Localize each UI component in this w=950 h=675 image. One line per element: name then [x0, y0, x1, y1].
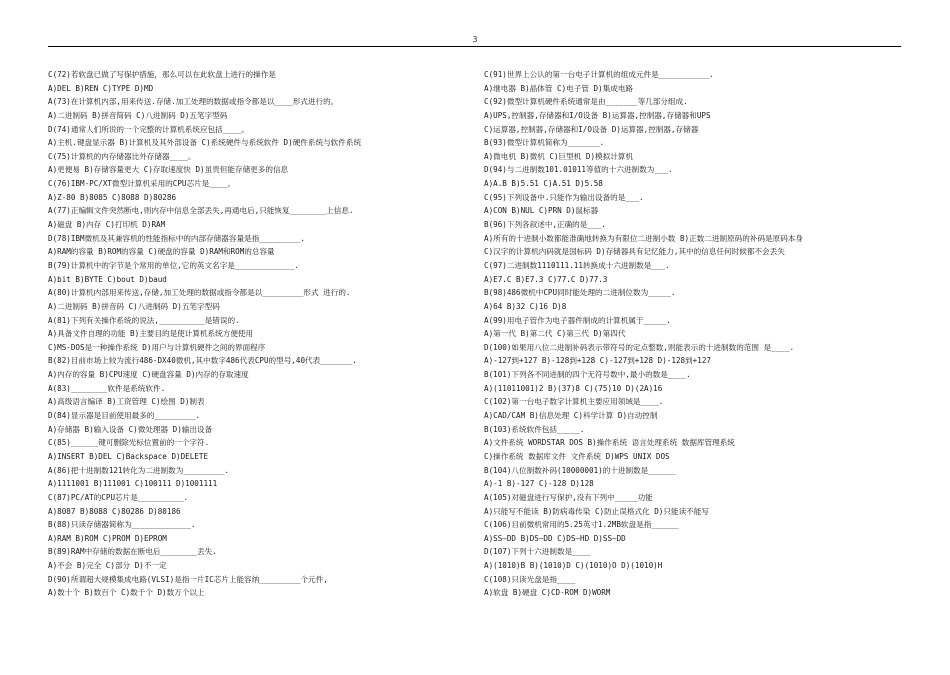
- question-line: A)RAM B)ROM C)PROM D)EPROM: [48, 533, 167, 543]
- question-line: B(103)系统软件包括_____.: [484, 424, 585, 434]
- question-line: A(99)用电子管作为电子器件制成的计算机属于_____.: [484, 315, 671, 325]
- question-line: A)-1 B)-127 C)-128 D)128: [484, 479, 594, 489]
- question-line: B(101)下列各不同进制的四个无符号数中,最小的数是____.: [484, 370, 691, 380]
- question-line: C(92)微型计算机硬件系统通常是由_______等几部分组成.: [484, 97, 688, 107]
- question-line: C(75)计算机的内存储器比外存储器____。: [48, 151, 196, 161]
- question-line: B(89)RAM中存储的数据在断电后________丢失.: [48, 547, 217, 557]
- question-line: D(74)通常人们所说的一个完整的计算机系统应包括____。: [48, 124, 249, 134]
- question-line: D(100)如果用八位二进制补码表示带符号的定点整数,则能表示的十进制数的范围 是____.: [484, 342, 795, 352]
- question-line: D(107)下列十六进制数是____: [484, 547, 591, 557]
- question-line: C(106)目前微机常用的5.25英寸1.2MB软盘是指______: [484, 520, 679, 530]
- question-line: A)高级语言编译 B)工资管理 C)绘图 D)制表: [48, 397, 205, 407]
- question-line: B(88)只读存储器简称为_____________.: [48, 520, 196, 530]
- question-line: A)SS—DD B)DS—DD C)DS—HD D)SS—DD: [484, 533, 626, 543]
- question-line: A)所有的十进制小数都能准确地转换为有限位二进制小数 B)正数二进制原码的补码是原码本身: [484, 233, 804, 243]
- question-line: C(76)IBM-PC/XT微型计算机采用的CPU芯片是____。: [48, 179, 236, 189]
- question-line: C)操作系统 数据库文件 文件系统 D)WPS UNIX DOS: [484, 451, 670, 461]
- question-line: A)8087 B)8088 C)80286 D)80186: [48, 506, 181, 516]
- question-line: C(87)PC/AT的CPU芯片是__________.: [48, 492, 189, 502]
- question-line: A)二进制码 B)拼音码 C)八进制码 D)五笔字型码: [48, 301, 220, 311]
- question-line: A)1111001 B)111001 C)100111 D)1001111: [48, 479, 218, 489]
- question-line: A)软盘 B)硬盘 C)CD-ROM D)WORM: [484, 588, 611, 598]
- question-line: C(95)下列设备中.只能作为输出设备的是___.: [484, 192, 644, 202]
- question-line: A)文件系统 WORDSTAR DOS B)操作系统 语言处理系统 数据库管理系统: [484, 438, 735, 448]
- question-line: A)微电机 B)微机 C)巨型机 D)模拟计算机: [484, 151, 634, 161]
- right-question-column: [484, 68, 914, 600]
- question-line: C(91)世界上公认的第一台电子计算机的组成元件是___________.: [484, 70, 714, 79]
- header-rule: [48, 46, 901, 47]
- question-line: A)具备文件自理的功能 B)主要目的是使计算机系统方便使用: [48, 329, 254, 339]
- question-line: A(83)________软件是系统软件.: [48, 383, 166, 393]
- question-line: A(77)正编辑文件突然断电,则内存中信息全部丢失,再通电后,只能恢复________上信息.: [48, 206, 354, 216]
- question-line: B(93)微型计算机简称为_______.: [484, 138, 605, 148]
- question-line: A(81)下列有关操作系统的说法,__________是错误的.: [48, 315, 240, 325]
- page-number: 3: [472, 35, 478, 44]
- question-line: C(97)二进制数1110111.11转换成十六进制数是___.: [484, 260, 670, 270]
- question-line: B(79)计算机中的字节是个常用的单位,它的英文名字是_____________.: [48, 260, 299, 270]
- question-line: A)(1010)B B)(1010)D C)(1010)O D)(1010)H: [484, 561, 663, 571]
- question-line: A)第一代 B)第二代 C)第三代 D)第四代: [484, 329, 626, 339]
- question-line: A)Z-80 B)8085 C)8088 D)80286: [48, 192, 177, 202]
- question-line: A)存储器 B)输入设备 C)微处理器 D)输出设备: [48, 424, 213, 434]
- question-line: C)汉字的计算机内码就是国标码 D)存储器具有记忆能力,其中的信息任何时候都不会丢失: [484, 247, 785, 257]
- question-line: B(96)下列各叙述中,正确的是___.: [484, 220, 606, 230]
- question-line: A)CON B)NUL C)PRN D)鼠标器: [484, 206, 599, 216]
- question-line: D(78)IBM微机及其兼容机的性能指标中的内部存储器容量是指_________.: [48, 233, 305, 243]
- question-line: A)DEL B)REN C)TYPE D)MD: [48, 83, 154, 93]
- question-line: A)(11011001)2 B)(37)8 C)(75)10 D)(2A)16: [484, 383, 663, 393]
- question-line: A)磁盘 B)内存 C)打印机 D)RAM: [48, 220, 166, 230]
- question-line: A)bit B)BYTE C)bout D)baud: [48, 274, 167, 284]
- question-line: A)内存的容量 B)CPU速度 C)硬盘容量 D)内存的存取速度: [48, 370, 249, 380]
- question-line: A)主机.键盘显示器 B)计算机及其外部设备 C)系统硬件与系统软件 D)硬件系统与软件系统: [48, 138, 362, 148]
- question-line: A)继电器 B)晶体管 C)电子管 D)集成电路: [484, 83, 634, 93]
- question-line: D(94)与二进制数101.01011等值的十六进制数为___.: [484, 165, 673, 175]
- question-line: C(102)第一台电子数字计算机主要应用领域是____.: [484, 397, 664, 407]
- question-line: A)CAD/CAM B)信息处理 C)科学计算 D)自动控制: [484, 411, 658, 421]
- question-line: A(80)计算机内部用来传送,存储,加工处理的数据或指令都是以_________形式 进行的.: [48, 288, 351, 298]
- question-line: A)E7.C B)E7.3 C)77.C D)77.3: [484, 274, 608, 284]
- question-line: A)A.B B)5.51 C)A.51 D)5.58: [484, 179, 603, 189]
- question-line: C(85)______键可删除光标位置前的一个字符.: [48, 438, 210, 448]
- question-line: A(73)在计算机内部,用来传送.存储.加工处理的数据或指令都是以____形式进行的。: [48, 97, 339, 107]
- question-line: A)只能写不能读 B)防病毒传染 C)防止误格式化 D)只能读不能写: [484, 506, 709, 516]
- question-line: A)-127到+127 B)-128到+128 C)-127到+128 D)-128到+127: [484, 356, 711, 366]
- question-line: A)数十个 B)数百个 C)数千个 D)数万个以上: [48, 588, 205, 598]
- question-line: B(82)目前市场上较为流行486-DX40微机,其中数字486代表CPU的型号,40代表_______.: [48, 356, 357, 366]
- question-line: A)64 B)32 C)16 D)8: [484, 301, 567, 311]
- question-line: C)运算器,控制器,存储器和I/O设备 D)运算器,控制器,存储器: [484, 124, 699, 134]
- question-line: A(86)把十进制数121转化为二进制数为_________.: [48, 465, 230, 475]
- question-line: D(84)显示器是目前使用最多的_________.: [48, 411, 201, 421]
- question-line: C(108)只读光盘是指____: [484, 574, 576, 584]
- question-line: A(105)对磁盘进行写保护,没有下列中_____功能: [484, 492, 653, 502]
- question-line: C(72)若软盘已做了写保护措施，那么可以在此软盘上进行的操作是: [48, 70, 276, 79]
- question-line: A)不会 B)完全 C)部分 D)不一定: [48, 561, 167, 571]
- left-question-column: [48, 68, 478, 600]
- question-line: A)二进制码 B)拼音简码 C)八进制码 D)五笔字型码: [48, 110, 228, 120]
- question-line: B(104)八位制数补码(10000001)的十进制数是______: [484, 465, 676, 475]
- question-line: C)MS-DOS是一种操作系统 D)用户与计算机硬件之间的界面程序: [48, 342, 266, 352]
- question-line: A)INSERT B)DEL C)Backspace D)DELETE: [48, 451, 209, 461]
- question-line: B(98)486微机中CPU同时能处理的二进制位数为_____.: [484, 288, 676, 298]
- question-line: A)UPS,控制器,存储器和I/O设备 B)运算器,控制器,存储器和UPS: [484, 110, 711, 120]
- question-line: A)更便易 B)存储容量更大 C)存取速度快 D)虽贵但能存储更多的信息: [48, 165, 289, 175]
- question-line: A)RAM的容量 B)ROM的容量 C)硬盘的容量 D)RAM和ROM的总容量: [48, 247, 275, 257]
- question-line: D(90)所谓超大规模集成电路(VLSI)是指一片IC芯片上能容纳_________个元件,: [48, 574, 328, 584]
